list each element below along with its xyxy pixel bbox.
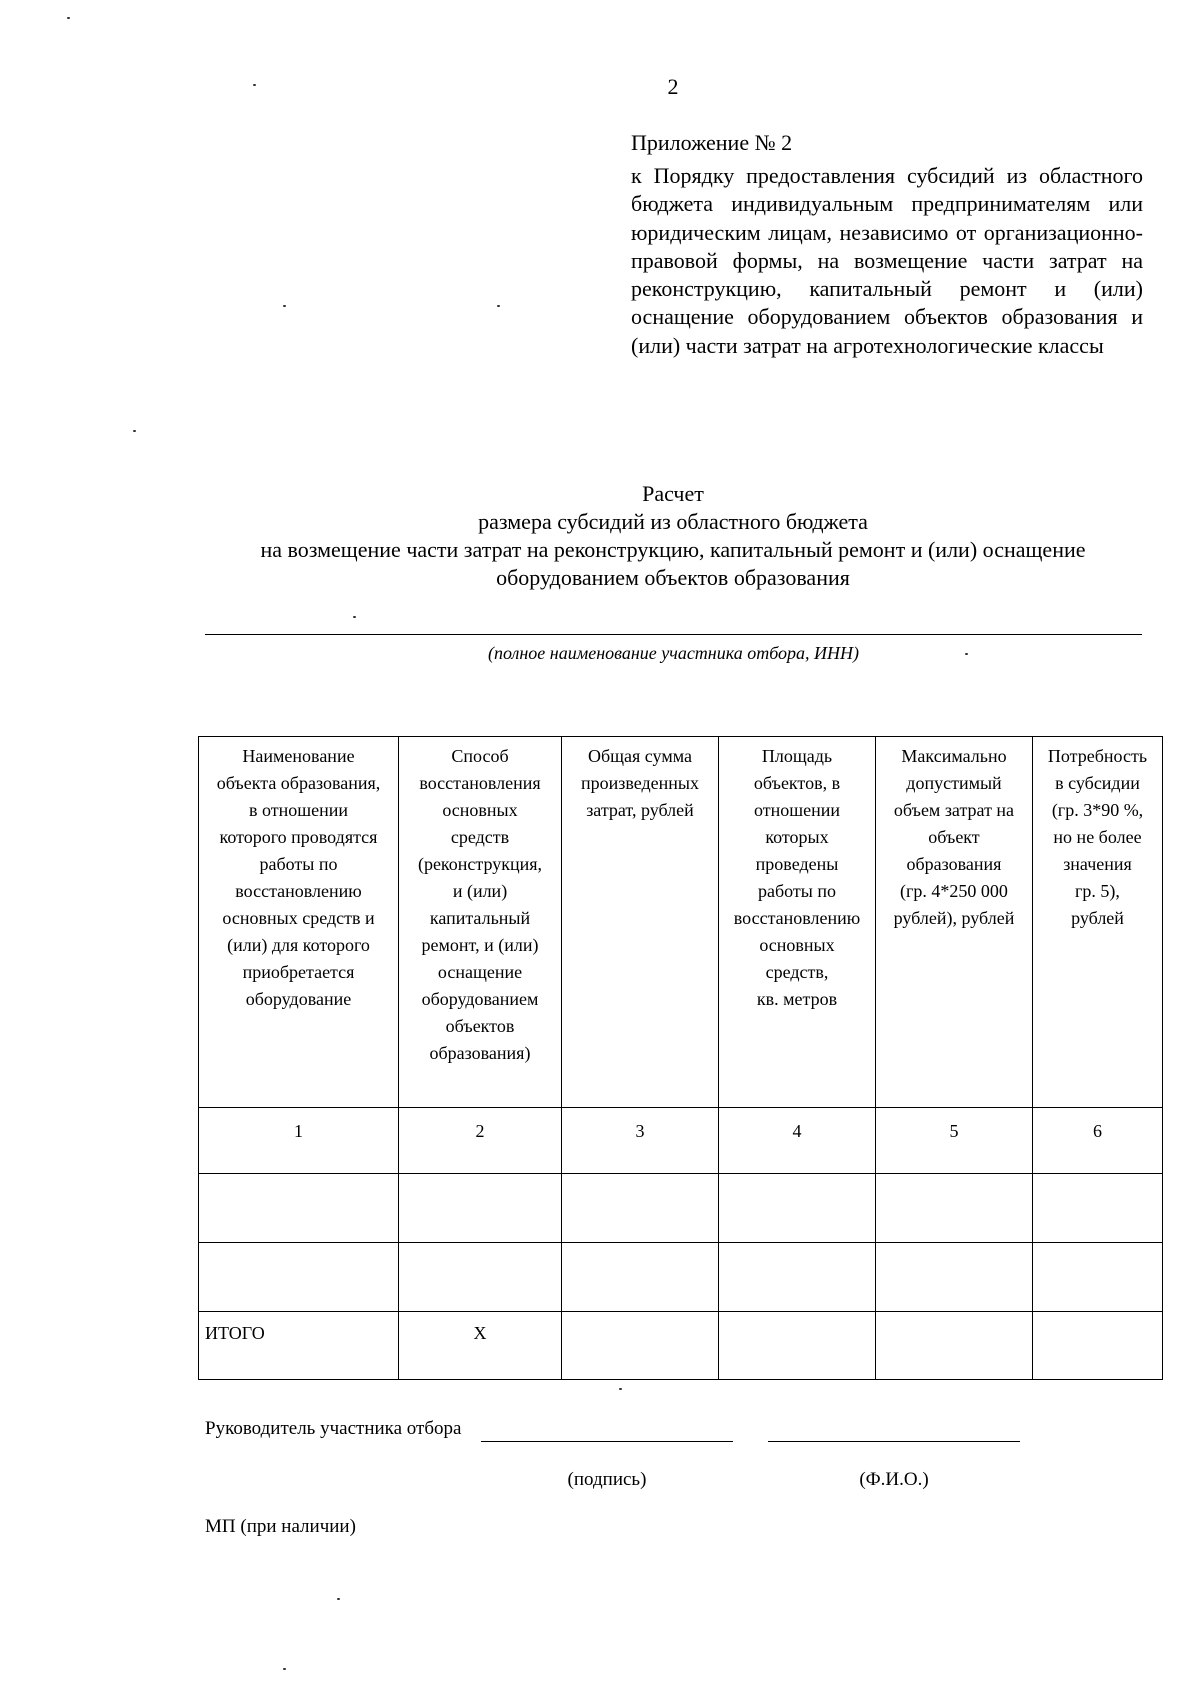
column-number: 6	[1033, 1108, 1163, 1174]
signature-label: Руководитель участника отбора	[205, 1418, 462, 1439]
scan-speck	[965, 653, 968, 655]
header-line: и (или)	[452, 881, 508, 901]
column-number: 5	[876, 1108, 1033, 1174]
header-line: в отношении	[248, 800, 348, 820]
header-line: проведены	[755, 854, 839, 874]
header-line: произведенных	[580, 773, 700, 793]
calculation-line-3: оборудованием объектов образования	[496, 565, 850, 590]
appendix-title: Приложение № 2	[631, 130, 793, 155]
table-cell	[876, 1312, 1033, 1380]
header-line: Способ	[451, 746, 509, 766]
header-line: рублей	[1071, 908, 1124, 928]
header-line: Наименование	[242, 746, 355, 766]
table-cell	[719, 1243, 876, 1312]
header-line: работы по	[757, 881, 836, 901]
scan-speck	[619, 1388, 622, 1390]
header-line: объектов	[445, 1016, 515, 1036]
appendix-text: к Порядку предоставления субсидий из областного бюджета индивидуальным предпринимателям или юридическим лицам, независимо от организационно-правовой формы, на возмещение части затрат на реконструкцию, капитальный ремонт и (или) оснащение оборудованием объектов образования и (или) части затрат на агротехнологические классы	[631, 163, 1143, 358]
header-line: основных средств и	[222, 908, 375, 928]
header-line: кв. метров	[756, 989, 838, 1009]
calculation-heading: Расчет	[642, 481, 704, 506]
header-line: рублей), рублей	[893, 908, 1015, 928]
table-cell	[1033, 1243, 1163, 1312]
signature-line	[481, 1441, 733, 1442]
header-line: (гр. 3*90 %,	[1051, 800, 1144, 820]
table-cell	[1033, 1174, 1163, 1243]
participant-caption: (полное наименование участника отбора, ИНН)	[487, 643, 860, 663]
scan-speck	[283, 1668, 286, 1670]
scan-speck	[67, 17, 70, 19]
table-row	[199, 1174, 1163, 1243]
page-number: 2	[667, 74, 679, 99]
scan-speck	[353, 616, 356, 618]
column-header-area	[719, 737, 876, 1108]
header-line: гр. 5),	[1075, 881, 1120, 901]
header-line: основных	[442, 800, 518, 820]
header-line: средств,	[765, 962, 829, 982]
table-cell	[876, 1174, 1033, 1243]
table-cell	[719, 1174, 876, 1243]
header-line: отношении	[753, 800, 840, 820]
total-col2-mark: Х	[399, 1312, 562, 1380]
header-line: восстановлению	[733, 908, 861, 928]
column-header-total-costs	[562, 737, 719, 1108]
table-cell	[1033, 1312, 1163, 1380]
header-line: которых	[765, 827, 829, 847]
header-line: (гр. 4*250 000	[900, 881, 1008, 901]
scan-speck	[497, 305, 500, 307]
total-label: ИТОГО	[199, 1312, 399, 1380]
column-number: 1	[199, 1108, 399, 1174]
total-row	[199, 1312, 1163, 1380]
header-line: которого проводятся	[219, 827, 378, 847]
subsidy-table	[198, 736, 1163, 1380]
header-line: (реконструкция,	[417, 854, 543, 874]
header-line: средств	[450, 827, 510, 847]
header-line: затрат, рублей	[586, 800, 694, 820]
header-line: оборудование	[245, 989, 352, 1009]
header-line: работы по	[259, 854, 338, 874]
header-line: Потребность	[1047, 746, 1148, 766]
calculation-line-1: размера субсидий из областного бюджета	[478, 509, 868, 534]
header-line: образования)	[429, 1043, 531, 1063]
scan-speck	[283, 305, 286, 307]
table-cell	[399, 1174, 562, 1243]
header-line: оснащение	[437, 962, 523, 982]
scan-speck	[337, 1598, 340, 1600]
header-line: ремонт, и (или)	[421, 935, 539, 955]
signature-caption: (подпись)	[567, 1469, 647, 1490]
column-header-max-costs	[876, 737, 1033, 1108]
column-number: 4	[719, 1108, 876, 1174]
full-name-line	[768, 1441, 1020, 1442]
column-number: 2	[399, 1108, 562, 1174]
calculation-title-block	[0, 480, 1200, 592]
header-line: допустимый	[906, 773, 1002, 793]
column-header-restoration-method	[399, 737, 562, 1108]
header-line: объектов, в	[753, 773, 841, 793]
table-cell	[719, 1312, 876, 1380]
column-header-subsidy-need	[1033, 737, 1163, 1108]
header-line: приобретается	[242, 962, 355, 982]
full-name-caption: (Ф.И.О.)	[859, 1469, 929, 1490]
header-line: восстановления	[419, 773, 541, 793]
header-line: восстановлению	[235, 881, 362, 901]
header-line: образования	[906, 854, 1002, 874]
table-cell	[199, 1243, 399, 1312]
column-number-row	[199, 1108, 1163, 1174]
table-cell	[399, 1243, 562, 1312]
header-line: основных	[759, 935, 835, 955]
header-line: Максимально	[901, 746, 1007, 766]
calculation-line-2: на возмещение части затрат на реконструкцию, капитальный ремонт и (или) оснащение	[260, 537, 1086, 562]
header-line: объем затрат на	[893, 800, 1015, 820]
column-number: 3	[562, 1108, 719, 1174]
header-line: объект	[928, 827, 980, 847]
table-row	[199, 1243, 1163, 1312]
scan-speck	[253, 84, 256, 86]
table-cell	[199, 1174, 399, 1243]
header-line: Общая сумма	[588, 746, 692, 766]
header-line: значения	[1063, 854, 1132, 874]
scan-speck	[133, 430, 136, 432]
header-line: Площадь	[761, 746, 833, 766]
table-cell	[562, 1174, 719, 1243]
table-cell	[562, 1243, 719, 1312]
table-cell	[562, 1312, 719, 1380]
header-line: оборудованием	[421, 989, 539, 1009]
table-cell	[876, 1243, 1033, 1312]
column-header-object-name	[199, 737, 399, 1108]
stamp-note: МП (при наличии)	[205, 1516, 356, 1537]
header-line: объекта образования,	[216, 773, 381, 793]
table-header-row	[199, 737, 1163, 1108]
participant-name-line	[205, 634, 1142, 635]
header-line: в субсидии	[1055, 773, 1140, 793]
header-line: (или) для которого	[227, 935, 370, 955]
header-line: но не более	[1053, 827, 1142, 847]
header-line: капитальный	[429, 908, 531, 928]
